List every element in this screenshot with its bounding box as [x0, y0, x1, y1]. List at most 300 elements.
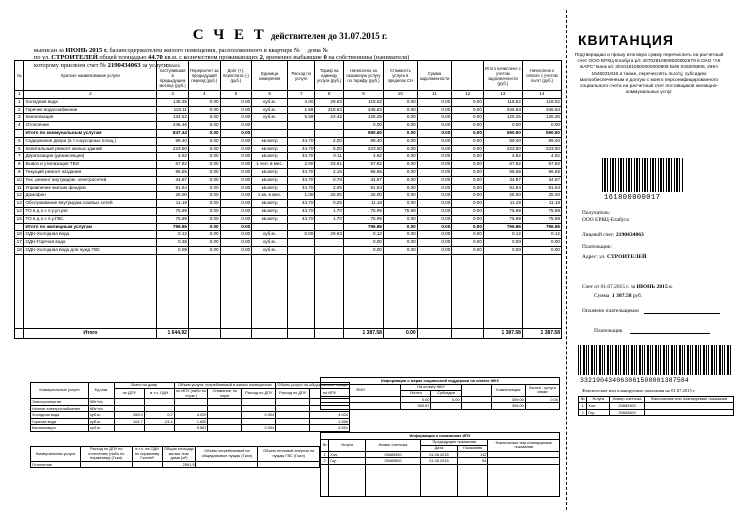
cell-c5: 0.00 [220, 145, 252, 153]
cell-c3: 0.38 [157, 239, 189, 247]
cell-c8: 2.16 [315, 168, 343, 176]
cell-c4: 0.00 [188, 184, 220, 192]
col-index: 11 [417, 91, 452, 99]
cell-n: 13 [15, 200, 24, 208]
cell-c5: 0.00 [220, 168, 252, 176]
cell-c7: 44.70 [288, 145, 315, 153]
cell-n: 1 [15, 98, 24, 106]
cell-c11: 0.00 [417, 215, 452, 223]
table-row [15, 192, 562, 200]
cell-c8: 0.11 [315, 153, 343, 161]
cell-c8: 1.70 [315, 207, 343, 215]
receipt-text: Подтверждаю и прошу итоговую сумму перечислить на расчетный счет ООО ЕРКЦ-Елабуга р/с 40702810509020002579 в ОАО "АК БАРС" Банк к/с 30101810000000000805 БИК 049205805, ИНН 1646031816 а также, перечислять льготу, субсидию малообеспеченным и долгую с моего персонифицированного социального счета на расчетный счет поставщиков жилищно-коммунальных услуг [574, 53, 724, 96]
title-sub: действителен до 31.07.2015 г. [270, 31, 388, 41]
cell-c5: 0.00 [220, 231, 252, 239]
meter-cell-value: 142 [457, 451, 488, 458]
cell-c11: 0.00 [417, 98, 452, 106]
cell-c5: 0.00 [220, 153, 252, 161]
cell-c4: 0.00 [188, 161, 220, 169]
cell-c13: 0.00 [483, 122, 522, 130]
cell-n [15, 223, 24, 231]
cell-unit: куб.м. [252, 114, 288, 122]
receipt [570, 14, 728, 96]
table-row [15, 161, 562, 169]
cell-c7: 0.00 [288, 231, 315, 239]
subsidy-cell: 309.00 [491, 403, 525, 410]
receipt-meter-cell-s: Гор. [587, 409, 610, 416]
col-index: 2 [24, 91, 157, 99]
meter-cell-date: 01.06.2015 [421, 458, 458, 465]
cell-c4: 0.00 [188, 215, 220, 223]
consumption-table [30, 382, 350, 432]
table-row [15, 184, 562, 192]
cell-c9: 125.25 [343, 114, 383, 122]
cell-unit: 1 чел. в мес. [252, 161, 288, 169]
cell-n: 12 [15, 192, 24, 200]
cell-n: 10 [15, 176, 24, 184]
cell-c14: 75.99 [522, 207, 561, 215]
address-line: Адрес: ул. СТРОИТЕЛЕЙ [582, 254, 647, 260]
cell-c5: 0.00 [220, 200, 252, 208]
cell-c12: 0.00 [452, 215, 484, 223]
col-index: 6 [252, 91, 288, 99]
cell-c8: 5.00 [315, 145, 343, 153]
cell-c7: 44.70 [288, 168, 315, 176]
cell-c9: 67.82 [343, 161, 383, 169]
cell-c13: 0.00 [483, 246, 522, 254]
cell-c3: 25.00 [157, 192, 189, 200]
header-line-1: выписан за ИЮНЬ 2015 г. балансодержателем жилого помещения, расположенного в квартире № дома № [34, 47, 329, 54]
cell-c14: 0.12 [522, 231, 561, 239]
cell-c14: 118.52 [522, 98, 561, 106]
receipt-meter-title: Фактические или планируемые показания на 01.07.2015 г. [582, 388, 696, 393]
cell-c4: 0.00 [188, 106, 220, 114]
cell-c10: 0.00 [383, 129, 417, 137]
cell-c8: 2.00 [315, 137, 343, 145]
cell-n [15, 129, 24, 137]
cell-n: 8 [15, 161, 24, 169]
consumption-header: Коммунальные услуги Ед.изм. Всего по дому Объем услуги, потребляемый в жилых помещениях Объем услуги на общедомовые нужды [31, 383, 350, 389]
cons-cell: куб.м. [88, 418, 114, 425]
cell-c13: 223.50 [483, 145, 522, 153]
cell-n: 14 [15, 207, 24, 215]
meter-cell-service: Гор. [329, 458, 366, 465]
cell-c13: 89.40 [483, 137, 522, 145]
cell-n: 5 [15, 137, 24, 145]
cell-name: Капитальный ремонт жилых зданий [24, 145, 157, 153]
cell-c10: 0.00 [383, 239, 417, 247]
cell-c7 [288, 246, 315, 254]
cell-name: Дератизация (дезинсекция) [24, 153, 157, 161]
barcode-2-number: 332190434063061500001387584 [580, 377, 689, 384]
cell-c9: 0.00 [343, 246, 383, 254]
cell-c8: 1.70 [315, 215, 343, 223]
cell-unit [252, 129, 288, 137]
cell-c8: 218.64 [315, 106, 343, 114]
cell-c10: 0.00 [383, 215, 417, 223]
cell-c4: 0.00 [188, 207, 220, 215]
cell-c4: 0.00 [188, 98, 220, 106]
cell-c5: 0.00 [220, 114, 252, 122]
cell-c4: 0.00 [188, 246, 220, 254]
heating-header: Коммунальная услуга Расход по ДПУ по отоплению (либо по нормативу) (Гкал) в т.ч. на ОДН по нормативу Гкал/м² Общая площадь жилых пом. дома (м²) Объем потребляемый на общедомовые нужды (Гкал) Объем тепловой энергии на нужды ГВС (Гкал) [31, 447, 320, 462]
col-index: 13 [483, 91, 522, 99]
cell-c10: 0.00 [383, 161, 417, 169]
cell-n: 6 [15, 145, 24, 153]
cell-c4: 0.00 [188, 223, 220, 231]
cell-unit: куб.м. [252, 246, 288, 254]
receipt-title: КВИТАНЦИЯ [578, 32, 674, 48]
cons-cell: 104.7 [114, 418, 144, 425]
sum-line: Сумма 1 387.58 руб. [594, 293, 643, 299]
meters-title: Информация о показаниях ИПУ [321, 433, 560, 440]
cell-c13: 96.55 [483, 168, 522, 176]
col-header: Расход по услуге [288, 61, 315, 91]
cell-c3: 847.44 [157, 129, 189, 137]
meter-cell-value: 54 [457, 458, 488, 465]
cell-c4: 0.00 [188, 200, 220, 208]
cell-c5: 0.00 [220, 207, 252, 215]
cell-c11: 0.00 [417, 122, 452, 130]
cell-c7 [288, 122, 315, 130]
cell-c9: 118.52 [343, 98, 383, 106]
cell-c8 [315, 129, 343, 137]
cell-c5: 0.00 [220, 137, 252, 145]
cell-c10: 0.00 [383, 246, 417, 254]
meters-body [321, 451, 560, 464]
cell-c10: 0.00 [383, 200, 417, 208]
subsidy-cell [525, 403, 559, 410]
cell-c9: 796.86 [343, 223, 383, 231]
cell-c4: 0.00 [188, 231, 220, 239]
cons-cell [276, 425, 310, 432]
cell-c11: 0.00 [417, 129, 452, 137]
cons-cell: Электроэнергия [31, 399, 89, 406]
cell-c13: 34.87 [483, 176, 522, 184]
table-gap-row [15, 254, 562, 328]
cell-unit: куб.м. [252, 98, 288, 106]
cell-c4: 0.00 [188, 176, 220, 184]
cons-cell: 4.000 [174, 412, 208, 419]
cell-c14: 0.00 [522, 122, 561, 130]
cell-name: Обслуживание внутридом.газовых сетей [24, 200, 157, 208]
cell-c13: 4.92 [483, 153, 522, 161]
cell-unit: куб.м. [252, 239, 288, 247]
cell-c11: 0.00 [417, 137, 452, 145]
cell-c3: 119.11 [157, 106, 189, 114]
cell-c3: 67.82 [157, 161, 189, 169]
cons-cell: 1.600 [174, 418, 208, 425]
cell-c7: 44.70 [288, 153, 315, 161]
cell-name: Содержание двора (в т.ч.мусорных площ.) [24, 137, 157, 145]
table-row [15, 153, 562, 161]
cell-c7: 44.70 [288, 200, 315, 208]
cell-c4: 0.00 [188, 137, 220, 145]
table-row [15, 239, 562, 247]
cell-c14: 346.83 [522, 106, 561, 114]
table-row [15, 145, 562, 153]
cell-c13: 346.83 [483, 106, 522, 114]
payer-sign-line[interactable] [630, 333, 710, 334]
cell-c12: 0.00 [452, 207, 484, 215]
cell-c12: 0.00 [452, 184, 484, 192]
cell-n: 2 [15, 106, 24, 114]
col-index: 1 [15, 91, 24, 99]
cell-c14: 796.86 [522, 223, 561, 231]
col-header: Начислено к оплате с учетом льгот (руб.) [522, 61, 561, 91]
cell-c4: 0.00 [188, 129, 220, 137]
cell-c10: 0.00 [383, 114, 417, 122]
cell-c12: 0.00 [452, 161, 484, 169]
cell-c14: 91.64 [522, 184, 561, 192]
barcode-1 [602, 158, 684, 192]
total-c9: 1 387.58 [343, 328, 383, 338]
subsidy-cell [321, 403, 401, 410]
cell-c12: 0.00 [452, 106, 484, 114]
cons-cell: Ночное электроснабжение [31, 405, 89, 412]
receipt-meter-cell-n: 1 [579, 403, 587, 410]
meter-cell-number: 25683600 [365, 458, 420, 465]
payer-sign-label: Плательщик [594, 328, 623, 334]
cell-c5: 0.00 [220, 215, 252, 223]
cell-c12: 0.00 [452, 192, 484, 200]
cell-unit: кв.метр [252, 215, 288, 223]
cell-c7: 2.00 [288, 161, 315, 169]
cell-c10: 0.00 [383, 184, 417, 192]
cell-c13: 0.12 [483, 231, 522, 239]
cell-unit: кв.метр [252, 176, 288, 184]
cell-c13: 0.00 [483, 239, 522, 247]
col-header: Перерасчет за предыдущий период (руб.) [188, 61, 220, 91]
cons-cell: Горячая вода [31, 418, 89, 425]
cell-unit [252, 122, 288, 130]
subsidy-cell: 0.00 [431, 396, 461, 403]
cell-name: Итого по жилищным услугам [24, 223, 157, 231]
cell-n: 16 [15, 231, 24, 239]
table-row [15, 114, 562, 122]
cell-c9: 0.12 [343, 231, 383, 239]
cell-n: 7 [15, 153, 24, 161]
cell-c12: 0.00 [452, 239, 484, 247]
table-row [15, 207, 562, 215]
cons-cell: куб.м. [88, 425, 114, 432]
cell-c9: 0.00 [343, 239, 383, 247]
cell-c11: 0.00 [417, 231, 452, 239]
cell-name: Итого по коммунальным услугам [24, 129, 157, 137]
cell-c7: 5.59 [288, 114, 315, 122]
cell-unit: кв.метр [252, 145, 288, 153]
cell-c11: 0.00 [417, 200, 452, 208]
cell-c14: 25.00 [522, 192, 561, 200]
subsidy-cell: 583.87 [401, 403, 431, 410]
col-header: Итого начислено с учетом задолженности (руб.) [483, 61, 522, 91]
cell-n: 4 [15, 122, 24, 130]
cell-unit: кв.метр [252, 137, 288, 145]
cell-c12: 0.00 [452, 129, 484, 137]
account-line: Лицевой счет: 2190434063 [582, 232, 644, 238]
cell-c14: 4.92 [522, 153, 561, 161]
cell-name: Вывоз и утилизация ТБО [24, 161, 157, 169]
cell-c4: 0.00 [188, 192, 220, 200]
cell-c12: 0.00 [452, 223, 484, 231]
cell-c12: 0.00 [452, 168, 484, 176]
cell-name: Домофон [24, 192, 157, 200]
consumption-body [31, 399, 350, 432]
cell-c4: 0.00 [188, 153, 220, 161]
table-row [15, 176, 562, 184]
header-line-3: которому присвоен счет № 2190434063 за услуги: [34, 61, 169, 69]
receipt-divider [566, 10, 567, 510]
cell-c9: 346.83 [343, 106, 383, 114]
cell-c7: 4.00 [288, 98, 315, 106]
cell-unit: кв.метр [252, 200, 288, 208]
cell-c3: 91.64 [157, 184, 189, 192]
cell-c7 [288, 239, 315, 247]
table-row [15, 223, 562, 231]
cell-c7: 44.70 [288, 215, 315, 223]
cell-name: Отопление [24, 122, 157, 130]
heating-table [30, 446, 320, 468]
cons-cell [114, 425, 144, 432]
cell-c10: 0.00 [383, 98, 417, 106]
subsidy-title: Информация о мерах социальной поддержки по оплате ЖКУ [321, 378, 560, 385]
receipt-meters-header: № Услуга Номер счетчика Фактические или планируемые показания [579, 397, 734, 403]
cell-c8 [315, 122, 343, 130]
cell-c13: 91.64 [483, 184, 522, 192]
cell-c8: 22.42 [315, 114, 343, 122]
table-row [15, 231, 562, 239]
cell-c9: 75.99 [343, 207, 383, 215]
meter-cell-number: 25683300 [365, 451, 420, 458]
meter-cell-n: 2 [321, 458, 329, 465]
cell-c11: 0.00 [417, 239, 452, 247]
receipt-meters-table [578, 396, 734, 416]
cell-c4: 0.00 [188, 145, 220, 153]
cell-c9: 590.60 [343, 129, 383, 137]
receipt-meter-cell-num: 25683300 [609, 403, 644, 410]
cell-c8: 0.78 [315, 176, 343, 184]
cell-c12: 0.00 [452, 122, 484, 130]
cons-cell: КВт*ч/с [88, 399, 114, 406]
cell-c12: 0.00 [452, 114, 484, 122]
cell-unit: кв.метр [252, 153, 288, 161]
cell-c8 [315, 239, 343, 247]
cell-c10: 0.00 [383, 192, 417, 200]
table-index-row [15, 91, 562, 99]
barcode-2 [578, 345, 732, 375]
cell-c9: 0.00 [343, 122, 383, 130]
col-header: Единица измерения [252, 61, 288, 91]
cell-c7: 44.70 [288, 207, 315, 215]
cell-c3: 75.99 [157, 215, 189, 223]
cell-c13: 125.25 [483, 114, 522, 122]
col-header: Сумма задолженности [417, 61, 452, 91]
cell-c14: 89.40 [522, 137, 561, 145]
col-header: Начислено за оказанную услугу по тарифу (руб.) [343, 61, 383, 91]
cell-c8: 29.63 [315, 98, 343, 106]
cell-c3: 4.92 [157, 153, 189, 161]
cell-c8: 25.00 [315, 192, 343, 200]
cell-c5: 0.00 [220, 98, 252, 106]
cell-c9: 11.18 [343, 200, 383, 208]
cons-cell: 5.587 [174, 425, 208, 432]
subsidy-cell [461, 403, 491, 410]
bill-line: Счет от 01.07.2015 г. за ИЮНЬ 2015 г. [582, 284, 673, 290]
table-row [15, 215, 562, 223]
cell-c13: 796.86 [483, 223, 522, 231]
cell-c7 [288, 223, 315, 231]
cell-name: Горячее водоснабжение [24, 106, 157, 114]
cell-c3: 445.46 [157, 122, 189, 130]
cons-cell: куб.м. [88, 412, 114, 419]
cell-c3: 34.87 [157, 176, 189, 184]
services-table [14, 60, 562, 339]
cell-c12: 0.00 [452, 231, 484, 239]
cell-c11: 0.00 [417, 192, 452, 200]
cell-c5: 0.00 [220, 161, 252, 169]
col-index: 9 [343, 91, 383, 99]
cell-c3: 89.40 [157, 137, 189, 145]
col-header: Долг (+), переплата (-) (руб.) [220, 61, 252, 91]
payer-label: Плательщик: [582, 244, 612, 250]
cell-c10: 0.00 [383, 106, 417, 114]
cons-cell [208, 425, 242, 432]
cell-name: Канализация [24, 114, 157, 122]
cell-c12: 0.00 [452, 145, 484, 153]
cell-c10: 0.00 [383, 153, 417, 161]
cell-c11: 0.00 [417, 161, 452, 169]
meter-cell-n: 1 [321, 451, 329, 458]
table-row [15, 122, 562, 130]
cell-c7: 44.70 [288, 176, 315, 184]
cell-n: 18 [15, 246, 24, 254]
cell-c9: 34.87 [343, 176, 383, 184]
meters-table: Информация о показаниях ИПУ № Услуга Номер счетчика Предыдущие показания Фактические или планируемые показания Дата Показания 1 Хол. 25683300 01.06.2015 142 2 Гор. 25683600 01.06.2015 54 [320, 432, 560, 497]
cell-unit [252, 223, 288, 231]
cell-c8 [315, 223, 343, 231]
cell-c5: 0.00 [220, 106, 252, 114]
cell-n: 15 [15, 215, 24, 223]
meter-cell-date: 01.06.2015 [421, 451, 458, 458]
cell-c5: 0.00 [220, 129, 252, 137]
cell-c11: 0.00 [417, 153, 452, 161]
cell-c3: 11.18 [157, 200, 189, 208]
col-index: 3 [157, 91, 189, 99]
receipt-meter-cell-s: Хол. [587, 403, 610, 410]
cell-c3: 148.35 [157, 98, 189, 106]
cell-c14: 125.25 [522, 114, 561, 122]
cell-c10: 0.00 [383, 231, 417, 239]
cons-cell: 0.2 [144, 412, 174, 419]
table-row [15, 137, 562, 145]
paid-line[interactable] [644, 313, 720, 314]
col-index: 8 [315, 91, 343, 99]
cell-c7: 1.59 [288, 106, 315, 114]
cell-c3: 0.09 [157, 246, 189, 254]
cell-c4: 0.00 [188, 168, 220, 176]
receipt-meter-cell-v[interactable] [645, 409, 734, 416]
cell-name: ТО в д о с п.у.ул.рег. [24, 207, 157, 215]
cell-c3: 223.50 [157, 145, 189, 153]
subsidy-cell: 0.00 [525, 396, 559, 403]
receipt-meters-body [579, 403, 734, 416]
title-big: С Ч Е Т [192, 27, 267, 43]
cell-c4: 0.00 [188, 114, 220, 122]
col-index: 5 [220, 91, 252, 99]
cell-unit: кв.метр [252, 207, 288, 215]
subsidy-table: Информация о мерах социальной поддержки по оплате ЖКУ ФИО На оплату ЖКУ Компенсация Льгота - услуги связи Льгота Субсидия 0.00 0.00 309.00 0.00 583.87 309.00 [320, 377, 560, 410]
subsidy-cell: 309.00 [491, 396, 525, 403]
